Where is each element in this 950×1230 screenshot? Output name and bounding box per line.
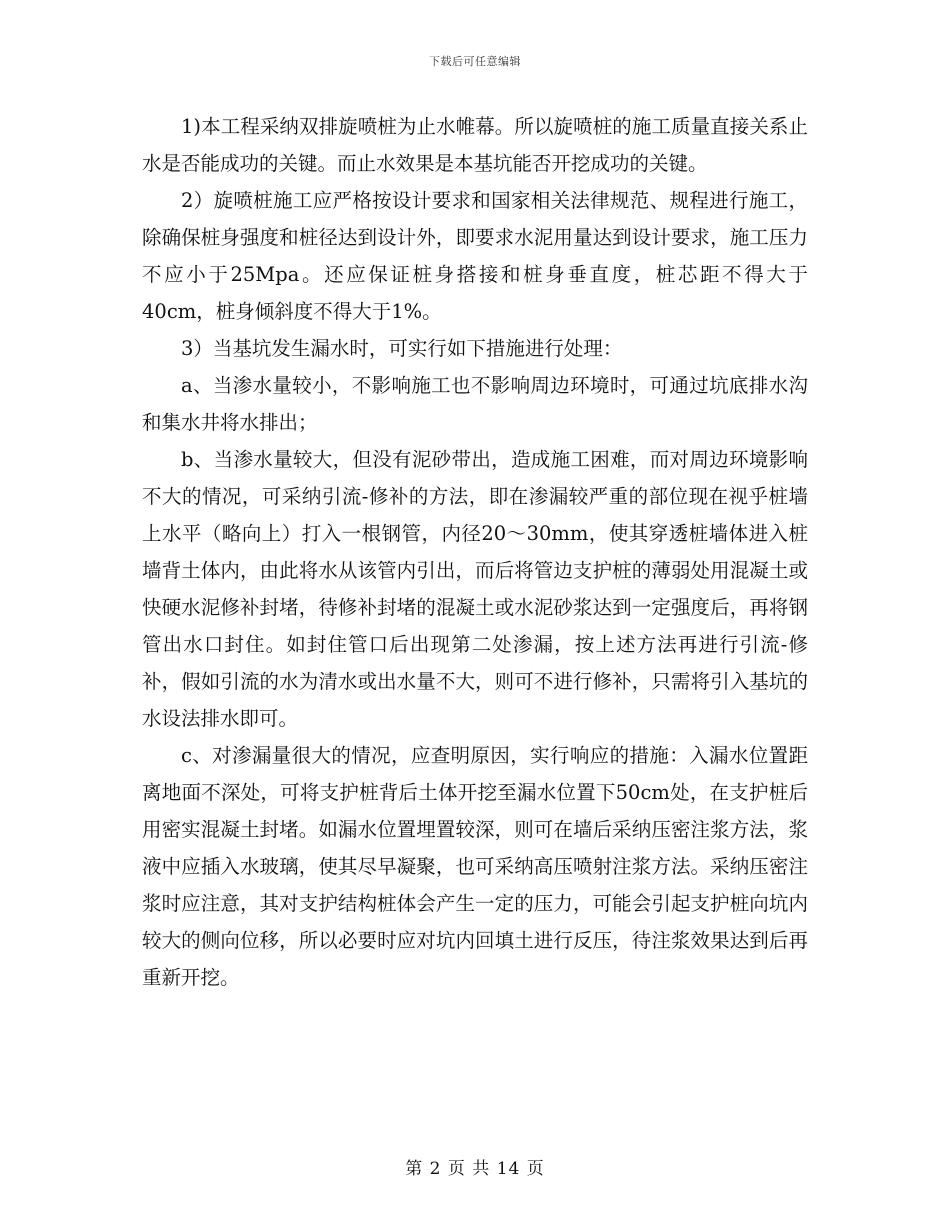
paragraph-3: 3）当基坑发生漏水时，可实行如下措施进行处理： (181, 337, 623, 360)
paragraph-6: c、对渗漏量很大的情况，应查明原因，实行响应的措施：入漏水位置距离地面不深处，可将支护桩背后土体开挖至漏水位置下50cm处，在支护桩后用密实混凝土封堵。如漏水位置埋置较深，则可在墙后采纳压密注浆方法，浆液中应插入水玻璃，使其尽早凝聚，也可采纳高压喷射注浆方法。采纳压密注浆时应注意，其对支护结构桩体会产生一定的压力，可能会引起支护桩向坑内较大的侧向位移，所以必要时应对坑内回填土进行反压，待注浆效果达到后再重新开挖。 (142, 744, 808, 989)
page-footer: 第 2 页 共 14 页 (405, 1159, 545, 1179)
paragraph-5: b、当渗水量较大，但没有泥砂带出，造成施工困难，而对周边环境影响不大的情况，可采纳引流-修补的方法，即在渗漏较严重的部位现在视乎桩墙上水平（略向上）打入一根钢管，内径20～30mm，使其穿透桩墙体进入桩墙背土体内，由此将水从该管内引出，而后将管边支护桩的薄弱处用混凝土或快硬水泥修补封堵，待修补封堵的混凝土或水泥砂浆达到一定强度后，再将钢管出水口封住。如封住管口后出现第二处渗漏，按上述方法再进行引流-修补，假如引流的水为清水或出水量不大，则可不进行修补，只需将引入基坑的水设法排水即可。 (142, 448, 808, 730)
paragraph-2: 2）旋喷桩施工应严格按设计要求和国家相关法律规范、规程进行施工，除确保桩身强度和桩径达到设计外，即要求水泥用量达到设计要求，施工压力不应小于25Mpa。还应保证桩身搭接和桩身垂直度，桩芯距不得大于40cm，桩身倾斜度不得大于1%。 (142, 189, 808, 323)
paragraph-4: a、当渗水量较小，不影响施工也不影响周边环境时，可通过坑底排水沟和集水井将水排出； (142, 374, 808, 434)
paragraph-1: 1)本工程采纳双排旋喷桩为止水帷幕。所以旋喷桩的施工质量直接关系止水是否能成功的关键。而止水效果是本基坑能否开挖成功的关键。 (142, 115, 808, 175)
page-header: 下载后可任意编辑 (429, 55, 521, 68)
document-body (142, 108, 808, 996)
